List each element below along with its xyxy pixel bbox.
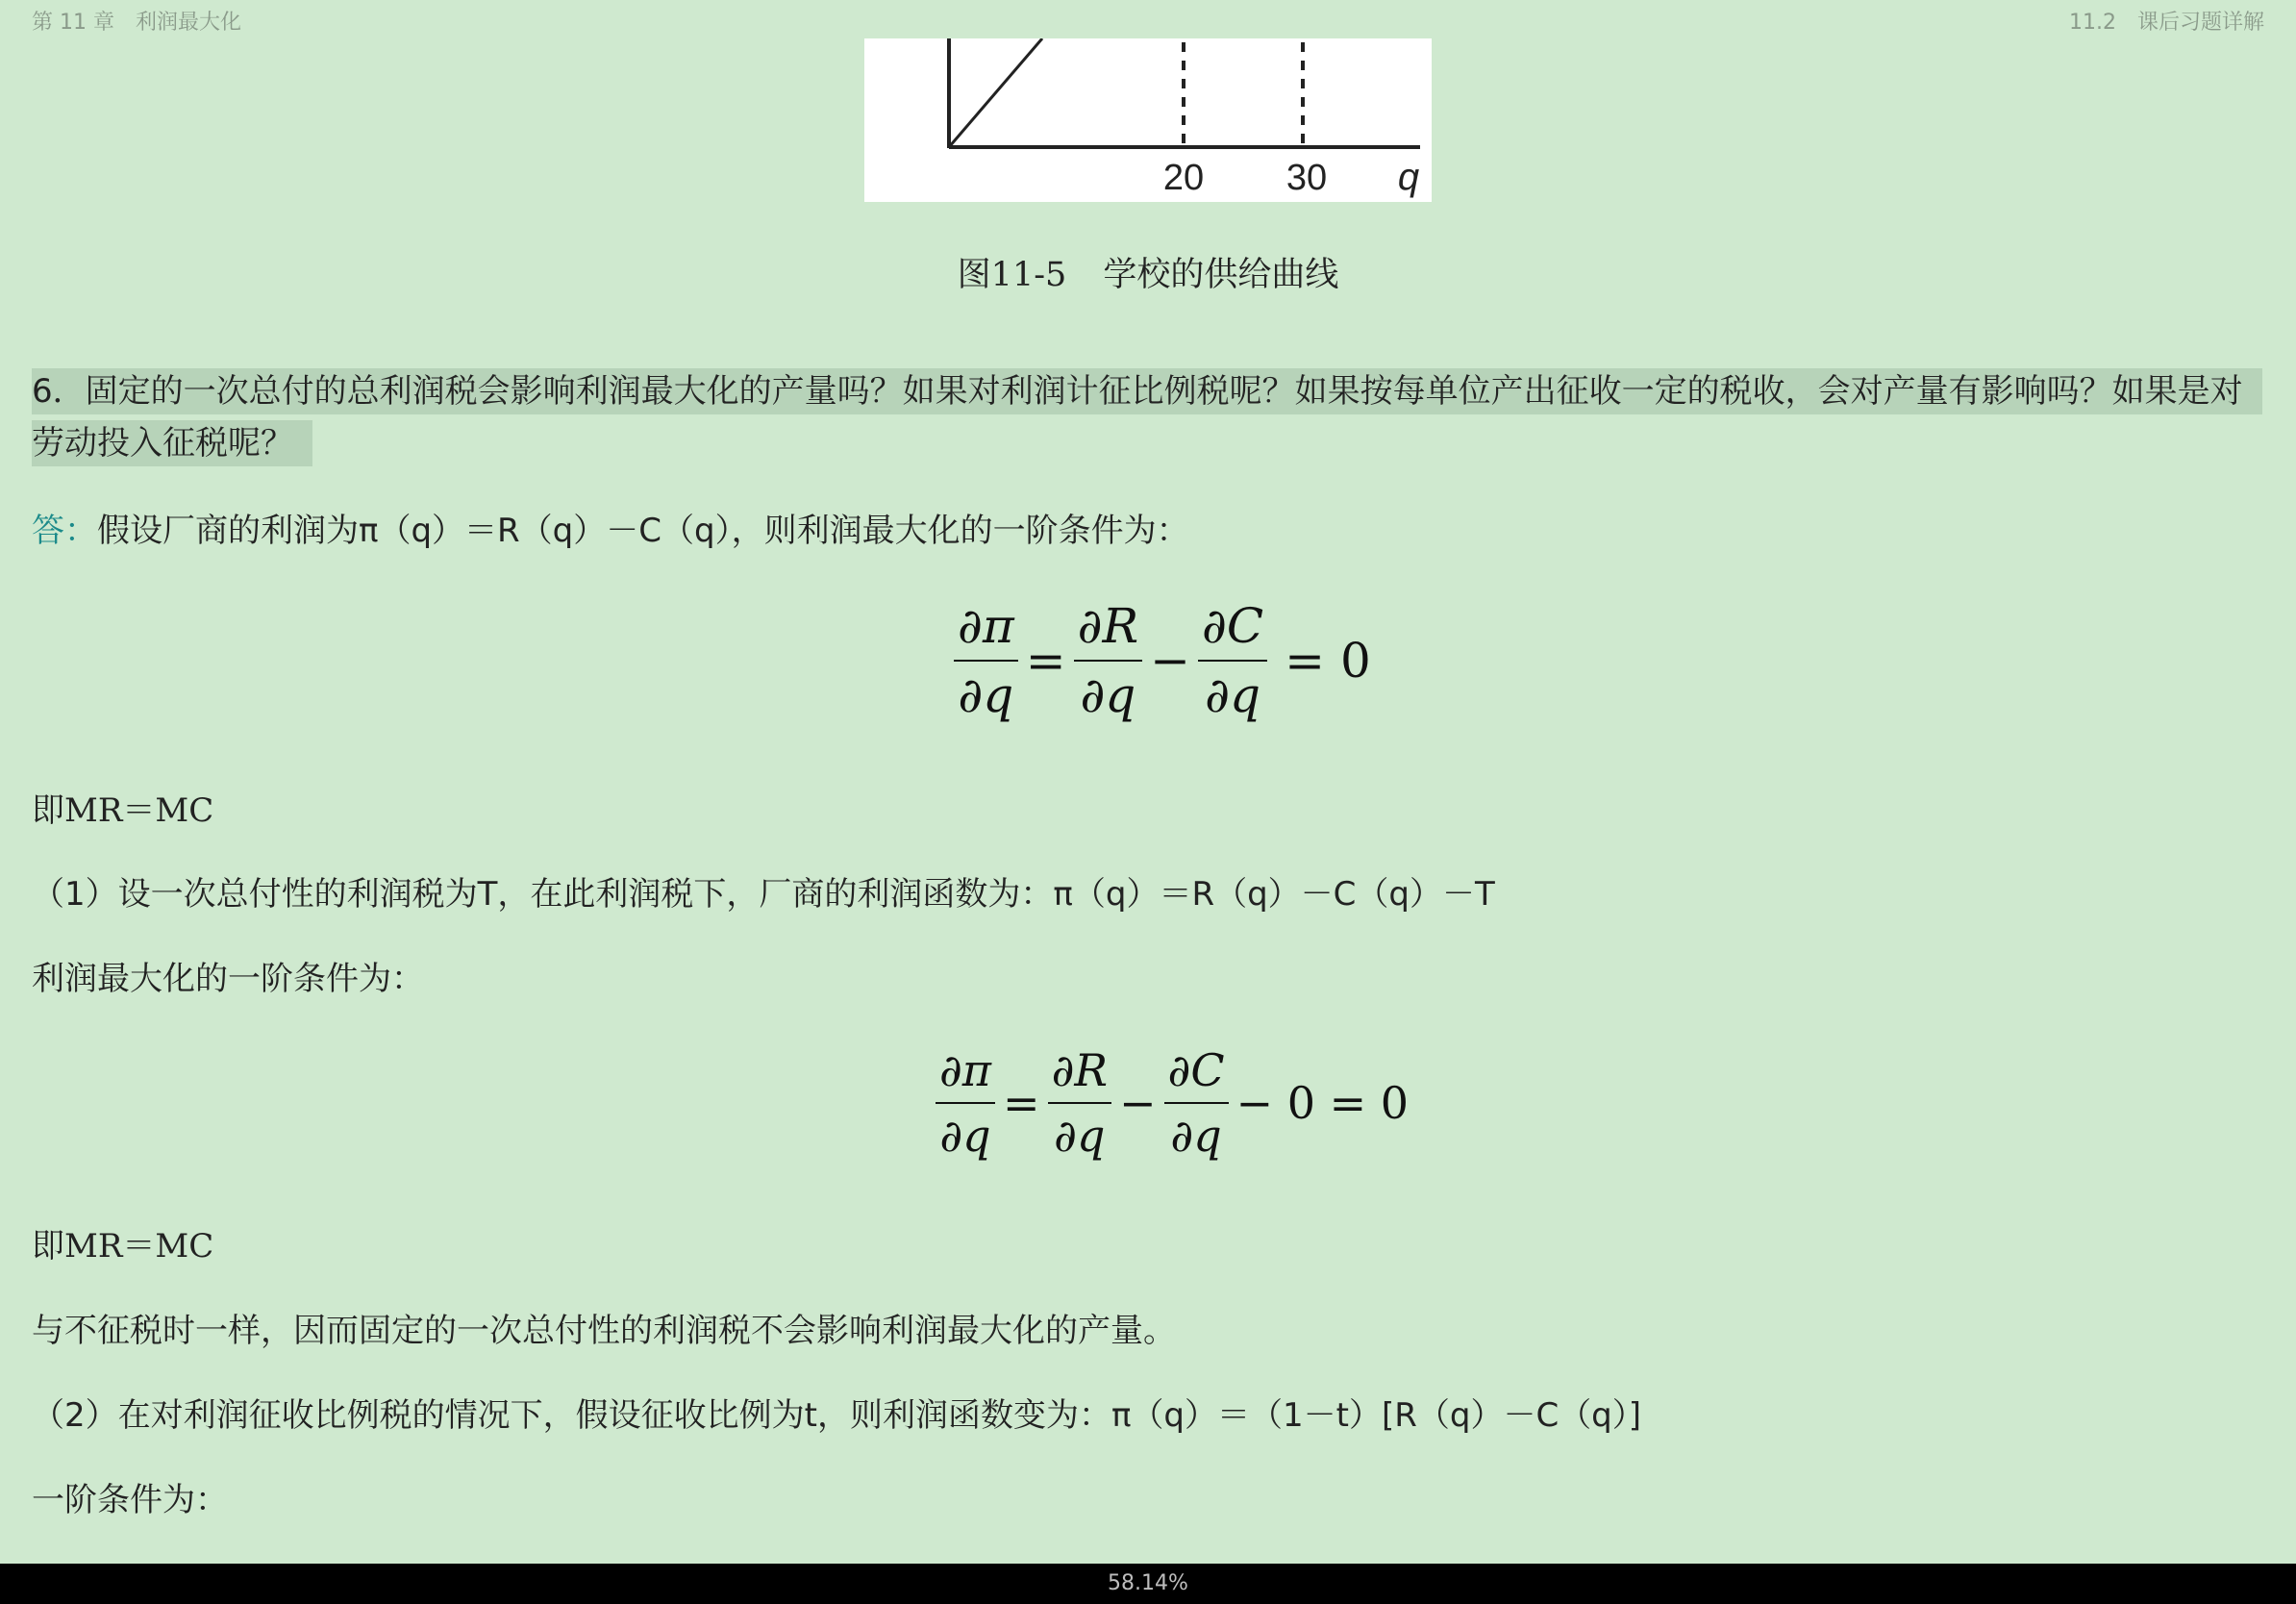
section-heading (2069, 6, 2264, 36)
fraction-dpi-dq-2: $\frac{\partial\pi}{\partial q}$ (936, 1044, 995, 1162)
chapter-heading (32, 6, 241, 36)
part-2-text: （2）在对利润征收比例税的情况下，假设征收比例为t，则利润函数变为：π（q）＝（1－t）[R（q）－C（q）] (32, 1396, 1642, 1435)
part-1-conclusion: 与不征税时一样，因而固定的一次总付性的利润税不会影响利润最大化的产量。 (32, 1312, 1176, 1350)
reading-progress-text: 58.14% (1108, 1571, 1188, 1595)
fraction-dpi-dq: $\frac{\partial\pi}{\partial q}$ (954, 598, 1018, 723)
chapter-title: 利润最大化 (135, 11, 241, 35)
part-1-text: （1）设一次总付性的利润税为T，在此利润税下，厂商的利润函数为：π（q）＝R（q）－C（q）－T (32, 875, 1495, 914)
part-1-condition: 利润最大化的一阶条件为： (32, 960, 424, 998)
supply-curve-graph (864, 38, 1432, 202)
page-header (0, 0, 2296, 38)
answer-intro-text: 假设厂商的利润为π（q）＝R（q）－C（q），则利润最大化的一阶条件为： (97, 512, 1189, 550)
axis-label-q: q (1397, 156, 1420, 198)
question-6 (32, 365, 2264, 469)
figure-caption-text: 学校的供给曲线 (1103, 256, 1339, 294)
lump-sum-tax-formula: $\frac{\partial\pi}{\partial q}$ = $\frac{\partial R}{\partial q}$ − $\frac{\partial C}{\partial q}$ − 0 = 0 (936, 1044, 1416, 1162)
mr-equals-mc-1: 即MR＝MC (32, 791, 214, 830)
chapter-number: 第 11 章 (32, 11, 114, 35)
answer-label: 答： (32, 512, 97, 550)
fraction-dc-dq-2: $\frac{\partial C}{\partial q}$ (1164, 1044, 1229, 1162)
figure-caption-number: 图11-5 (957, 256, 1067, 294)
part-2-condition: 一阶条件为： (32, 1481, 228, 1519)
supply-curve-figure (864, 38, 1432, 202)
reading-progress-bar (0, 1564, 2296, 1604)
section-number: 11.2 (2069, 11, 2116, 35)
supply-line (949, 38, 1042, 147)
fraction-dr-dq: $\frac{\partial R}{\partial q}$ (1074, 598, 1143, 723)
tick-label-20: 20 (1162, 158, 1205, 198)
fraction-dc-dq: $\frac{\partial C}{\partial q}$ (1198, 598, 1267, 723)
figure-caption (0, 248, 2296, 296)
tick-label-30: 30 (1285, 158, 1328, 198)
fraction-dr-dq-2: $\frac{\partial R}{\partial q}$ (1048, 1044, 1111, 1162)
mr-equals-mc-2: 即MR＝MC (32, 1227, 214, 1266)
first-order-condition-formula: $\frac{\partial\pi}{\partial q}$ = $\frac{\partial R}{\partial q}$ − $\frac{\partial C}{\partial q}$ = 0 (954, 598, 1379, 723)
answer-intro (32, 504, 1189, 551)
section-title: 课后习题详解 (2136, 11, 2264, 35)
question-text: 6．固定的一次总付的总利润税会影响利润最大化的产量吗？如果对利润计征比例税呢？如果按每单位产出征收一定的税收，会对产量有影响吗？如果是对劳动投入征税呢？ (32, 368, 2262, 466)
